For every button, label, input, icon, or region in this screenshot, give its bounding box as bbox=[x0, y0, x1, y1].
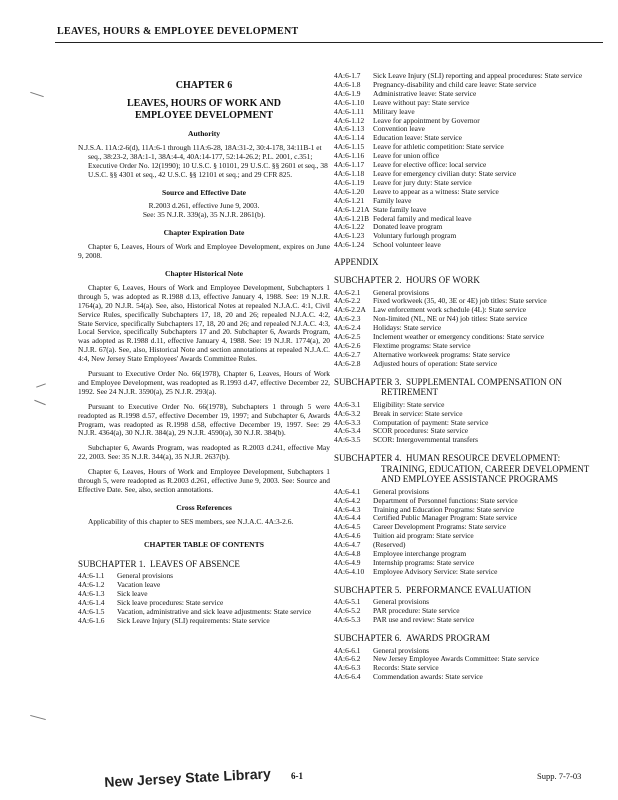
section-number: 4A:6-1.15 bbox=[334, 142, 365, 152]
appendix-link[interactable]: APPENDIX bbox=[334, 257, 379, 268]
toc-entry[interactable] bbox=[334, 616, 604, 625]
section-title: Family leave bbox=[373, 195, 412, 205]
section-number: 4A:6-6.3 bbox=[334, 663, 361, 673]
section-number: 4A:6-2.6 bbox=[334, 340, 361, 350]
section-number: 4A:6-1.21A bbox=[334, 204, 370, 214]
section-number: 4A:6-4.3 bbox=[334, 504, 361, 514]
section-number: 4A:6-1.22 bbox=[334, 222, 365, 232]
section-number: 4A:6-5.3 bbox=[334, 615, 361, 625]
section-number: 4A:6-1.13 bbox=[334, 124, 365, 134]
section-number: 4A:6-1.9 bbox=[334, 88, 361, 98]
subchapter-title: LEAVES OF ABSENCE bbox=[150, 558, 240, 569]
history-paragraph: Pursuant to Executive Order No. 66(1978), Chapter 6, Leaves, Hours of Work and Employee Development, was readopted as R.1993 d.47, effective December 22, 1992. See 24 N.J.R. 3590(a), 25 N.J.R. 293(a). bbox=[78, 369, 330, 396]
section-title: Pregnancy-disability and child care leave: State service bbox=[373, 79, 537, 89]
section-title: Fixed workweek (35, 40, 3E or 4E) job titles: State service bbox=[373, 296, 547, 306]
section-title: Voluntary furlough program bbox=[373, 231, 457, 241]
section-title: Department of Personnel functions: State service bbox=[373, 495, 518, 505]
section-number: 4A:6-4.5 bbox=[334, 522, 361, 532]
section-number: 4A:6-3.1 bbox=[334, 399, 361, 409]
section-title: Administrative leave: State service bbox=[373, 88, 477, 98]
source-line-1: R.2003 d.261, effective June 9, 2003. bbox=[148, 201, 260, 211]
section-title: Employee Advisory Service: State service bbox=[373, 566, 498, 576]
subchapter-title: HOURS OF WORK bbox=[406, 275, 480, 286]
subchapter-4-heading bbox=[334, 453, 604, 485]
section-title: General provisions bbox=[373, 597, 430, 607]
section-title: Break in service: State service bbox=[373, 408, 463, 418]
subchapter-title: AWARDS PROGRAM bbox=[406, 633, 491, 643]
section-number: 4A:6-1.5 bbox=[78, 606, 105, 616]
margin-mark bbox=[34, 400, 46, 405]
section-number: 4A:6-4.4 bbox=[334, 513, 361, 523]
history-paragraph: Chapter 6, Leaves, Hours of Work and Employee Development, Subchapters 1 through 5, were readopted as R.2003 d.261, effective June 9, 2003. See: Source and Effective Date. See, also, section annotations. bbox=[78, 467, 330, 494]
section-number: 4A:6-2.3 bbox=[334, 314, 361, 324]
chapter-title-line-2: EMPLOYEE DEVELOPMENT bbox=[134, 109, 274, 121]
authority-text: N.J.S.A. 11A:2-6(d), 11A:6-1 through 11A:6-28, 18A:31-2, 30:4-178, 34:11B-1 et seq., 38:23-2, 38A:1-1, 38A:4-4, 40A:14-177, 52:14-26.2; P.L. 2001, c.351; Executive Order No. 12(1990); 10 U.S.C. § 10101, 29 U.S.C. §§ 2601 et seq., 38 U.S.C. §§ 4301 et seq., 42 U.S.C. §§ 12101 et seq.; and 29 CFR 825. bbox=[78, 142, 328, 179]
section-number: 4A:6-1.2 bbox=[78, 580, 105, 590]
section-number: 4A:6-4.6 bbox=[334, 531, 361, 541]
margin-mark bbox=[30, 92, 44, 97]
history-paragraph: Chapter 6, Leaves, Hours of Work and Employee Development, Subchapters 1 through 5, was adopted as R.1988 d.13, effective January 4, 1988. See: 19 N.J.R. 1764(a), 20 N.J.R. 54(a). See, also, Historical Notes at repealed N.J.A.C. 4:1, Civil Service Rules, specifically Subchapters 17, 18, 20 and 26; repealed N.J.A.C. 4:2, State Service, specifically Subchapters 17, 18, 20 and 26; and repealed N.J.A.C. 4:3, Local Service, specifically Subchapters 17 and 20. Subchapter 6, Awards Program, was adopted as R.1988 d.11, effective January 4, 1988. See: 19 N.J.R. 1774(a), 20 N.J.R. 67(a). See, also, Historical Note and section annotations at repealed N.J.A.C. 4:4, New Jersey State Employees' Awards Committee Rules. bbox=[78, 282, 330, 364]
section-number: 4A:6-2.2A bbox=[334, 305, 366, 315]
cross-references-text: Applicability of this chapter to SES members, see N.J.A.C. 4A:3-2.6. bbox=[88, 516, 294, 526]
section-title: Sick leave procedures: State service bbox=[117, 597, 224, 607]
section-number: 4A:6-4.9 bbox=[334, 557, 361, 567]
section-title: General provisions bbox=[117, 571, 174, 581]
toc-entry[interactable] bbox=[78, 617, 330, 626]
section-number: 4A:6-1.24 bbox=[334, 240, 365, 250]
expiration-heading: Chapter Expiration Date bbox=[163, 228, 245, 238]
section-title: PAR procedure: State service bbox=[373, 606, 460, 616]
section-title: Vacation, administrative and sick leave adjustments: State service bbox=[117, 606, 312, 616]
toc-entry[interactable] bbox=[78, 581, 330, 590]
expiration-text: Chapter 6, Leaves, Hours of Work and Employee Development, expires on June 9, 2008. bbox=[78, 242, 330, 261]
section-number: 4A:6-1.7 bbox=[334, 71, 361, 80]
toc-entry[interactable] bbox=[78, 572, 330, 581]
section-number: 4A:6-2.5 bbox=[334, 332, 361, 342]
section-title: Sick leave bbox=[117, 588, 148, 598]
section-title: Military leave bbox=[373, 106, 415, 116]
subchapter-6-list bbox=[334, 647, 604, 683]
section-number: 4A:6-1.1 bbox=[78, 571, 105, 581]
subchapter-number: SUBCHAPTER 4. bbox=[334, 453, 402, 464]
source-line-2: See: 35 N.J.R. 339(a), 35 N.J.R. 2861(b). bbox=[142, 210, 266, 220]
section-title: SCOR procedures: State service bbox=[373, 426, 469, 436]
section-number: 4A:6-5.2 bbox=[334, 606, 361, 616]
section-title: Alternative workweek programs: State service bbox=[373, 349, 511, 359]
section-number: 4A:6-1.6 bbox=[78, 615, 105, 625]
section-title: Tuition aid program: State service bbox=[373, 531, 474, 541]
section-number: 4A:6-4.7 bbox=[334, 540, 361, 550]
subchapter-1-heading bbox=[78, 559, 330, 570]
margin-mark bbox=[30, 715, 46, 720]
section-number: 4A:6-4.10 bbox=[334, 566, 365, 576]
section-title: Leave for elective office: local service bbox=[373, 160, 487, 170]
subchapter-5-heading bbox=[334, 585, 604, 596]
section-number: 4A:6-1.3 bbox=[78, 588, 105, 598]
section-title: Commendation awards: State service bbox=[373, 672, 483, 682]
toc-entry[interactable] bbox=[334, 360, 604, 369]
subchapter-6-heading bbox=[334, 633, 604, 644]
section-title: Career Development Programs: State service bbox=[373, 522, 506, 532]
subchapter-number: SUBCHAPTER 3. bbox=[334, 376, 402, 387]
section-title: Vacation leave bbox=[117, 580, 161, 590]
section-title: Federal family and medical leave bbox=[373, 213, 472, 223]
section-title: Adjusted hours of operation: State service bbox=[373, 358, 498, 368]
section-number: 4A:6-6.1 bbox=[334, 645, 361, 655]
subchapter-4-list bbox=[334, 488, 604, 577]
section-number: 4A:6-1.4 bbox=[78, 597, 105, 607]
subchapter-3-heading bbox=[334, 377, 604, 398]
authority-heading: Authority bbox=[187, 129, 221, 138]
chapter-title-line-1: LEAVES, HOURS OF WORK AND bbox=[126, 98, 281, 109]
section-title: Leave for emergency civilian duty: State service bbox=[373, 168, 517, 178]
section-number: 4A:6-4.8 bbox=[334, 549, 361, 559]
section-number: 4A:6-2.8 bbox=[334, 358, 361, 368]
section-title: PAR use and review: State service bbox=[373, 615, 475, 625]
section-number: 4A:6-1.21 bbox=[334, 195, 365, 205]
section-number: 4A:6-2.2 bbox=[334, 296, 361, 306]
section-number: 4A:6-3.5 bbox=[334, 435, 361, 445]
section-number: 4A:6-1.11 bbox=[334, 106, 364, 116]
subchapter-1-list bbox=[78, 572, 330, 625]
section-number: 4A:6-3.3 bbox=[334, 417, 361, 427]
section-title: Convention leave bbox=[373, 124, 425, 134]
section-number: 4A:6-6.2 bbox=[334, 654, 361, 664]
subchapter-title: SUPPLEMENTAL COMPENSATION ON RETIREMENT bbox=[381, 376, 562, 398]
section-title: Education leave: State service bbox=[373, 133, 462, 143]
section-title: Records: State service bbox=[373, 663, 439, 673]
section-number: 4A:6-1.8 bbox=[334, 79, 361, 89]
section-number: 4A:6-1.17 bbox=[334, 160, 365, 170]
supplement-date: Supp. 7-7-03 bbox=[537, 771, 582, 781]
subchapter-number: SUBCHAPTER 5. bbox=[334, 584, 402, 595]
section-title: Flextime programs: State service bbox=[373, 340, 471, 350]
section-title: General provisions bbox=[373, 486, 430, 496]
section-title: Leave for athletic competition: State service bbox=[373, 142, 504, 152]
history-paragraph: Subchapter 6, Awards Program, was readopted as R.2003 d.241, effective May 22, 2003. See: 35 N.J.R. 344(a), 35 N.J.R. 2637(b). bbox=[78, 443, 330, 462]
subchapter-number: SUBCHAPTER 2. bbox=[334, 275, 402, 286]
history-paragraph: Pursuant to Executive Order No. 66(1978), Subchapters 1 through 5 were readopted as R.1998 d.57, effective December 19, 1997; and Subchapter 6, Awards Program, was readopted as R.1998 d.58, effective December 19, 1997. See: 29 N.J.R. 4364(a), 30 N.J.R. 384(a), 29 N.J.R. 4590(a), 30 N.J.R. 384(b). bbox=[78, 401, 330, 438]
chapter-number: CHAPTER 6 bbox=[175, 80, 233, 91]
section-title: Certified Public Manager Program: State service bbox=[373, 513, 517, 523]
library-stamp: New Jersey State Library bbox=[104, 765, 272, 790]
toc-entry[interactable] bbox=[334, 436, 604, 445]
section-title: Non-limited (NL, NE or N4) job titles: State service bbox=[373, 314, 528, 324]
section-number: 4A:6-5.1 bbox=[334, 597, 361, 607]
toc-entry[interactable] bbox=[334, 673, 604, 682]
running-header: LEAVES, HOURS & EMPLOYEE DEVELOPMENT bbox=[57, 26, 299, 37]
section-number: 4A:6-2.7 bbox=[334, 349, 361, 359]
section-title: Leave for union office bbox=[373, 151, 440, 161]
section-number: 4A:6-4.1 bbox=[334, 486, 361, 496]
section-title: Employee interchange program bbox=[373, 549, 467, 559]
section-number: 4A:6-3.2 bbox=[334, 408, 361, 418]
section-title: School volunteer leave bbox=[373, 240, 441, 250]
subchapter-title: HUMAN RESOURCE DEVELOPMENT: TRAINING, EDUCATION, CAREER DEVELOPMENT AND EMPLOYEE ASSISTANCE PROGRAMS bbox=[381, 453, 590, 485]
subchapter-1-list-continued bbox=[334, 72, 604, 250]
section-title: Donated leave program bbox=[373, 222, 443, 232]
cross-references-heading: Cross References bbox=[176, 502, 232, 512]
subchapter-3-list bbox=[334, 401, 604, 446]
section-title: Law enforcement work schedule (4L): State service bbox=[373, 305, 527, 315]
section-title: Eligibility: State service bbox=[373, 399, 445, 409]
section-title: Holidays: State service bbox=[373, 323, 442, 333]
section-title: Sick Leave Injury (SLI) requirements: State service bbox=[117, 615, 270, 625]
section-number: 4A:6-1.18 bbox=[334, 168, 365, 178]
section-title: Leave to appear as a witness: State service bbox=[373, 186, 499, 196]
section-title: SCOR: Intergovernmental transfers bbox=[373, 435, 478, 445]
toc-entry[interactable] bbox=[334, 568, 604, 577]
section-title: General provisions bbox=[373, 645, 430, 655]
chapter-title bbox=[78, 98, 330, 121]
subchapter-number: SUBCHAPTER 1. bbox=[78, 558, 146, 569]
section-title: Inclement weather or emergency conditions: State service bbox=[373, 332, 545, 342]
toc-entry[interactable] bbox=[334, 241, 604, 250]
section-title: New Jersey Employee Awards Committee: State service bbox=[373, 654, 539, 664]
toc-heading: CHAPTER TABLE OF CONTENTS bbox=[144, 539, 264, 549]
margin-mark bbox=[36, 383, 46, 387]
history-heading: Chapter Historical Note bbox=[165, 268, 243, 278]
section-number: 4A:6-3.4 bbox=[334, 426, 361, 436]
section-number: 4A:6-6.4 bbox=[334, 672, 361, 682]
section-number: 4A:6-1.21B bbox=[334, 213, 370, 223]
subchapter-2-heading bbox=[334, 275, 604, 286]
page-number: 6-1 bbox=[291, 771, 303, 781]
section-number: 4A:6-2.4 bbox=[334, 323, 361, 333]
section-number: 4A:6-1.20 bbox=[334, 186, 365, 196]
section-title: General provisions bbox=[373, 287, 430, 297]
subchapter-2-list bbox=[334, 289, 604, 369]
section-title: (Reserved) bbox=[373, 540, 406, 550]
section-title: Sick Leave Injury (SLI) reporting and appeal procedures: State service bbox=[373, 71, 583, 80]
section-title: Leave for appointment by Governor bbox=[373, 115, 480, 125]
section-number: 4A:6-1.16 bbox=[334, 151, 365, 161]
section-title: Training and Education Programs: State service bbox=[373, 504, 515, 514]
section-title: Internship programs: State service bbox=[373, 557, 475, 567]
section-number: 4A:6-4.2 bbox=[334, 495, 361, 505]
section-title: State family leave bbox=[373, 204, 427, 214]
right-column bbox=[334, 72, 604, 682]
source-heading: Source and Effective Date bbox=[161, 187, 246, 197]
subchapter-5-list bbox=[334, 598, 604, 625]
subchapter-number: SUBCHAPTER 6. bbox=[334, 633, 402, 643]
left-column bbox=[78, 80, 330, 626]
section-number: 4A:6-1.10 bbox=[334, 97, 365, 107]
section-title: Leave without pay: State service bbox=[373, 97, 470, 107]
section-number: 4A:6-1.19 bbox=[334, 177, 365, 187]
section-number: 4A:6-1.23 bbox=[334, 231, 365, 241]
section-title: Computation of payment: State service bbox=[373, 417, 489, 427]
section-title: Leave for jury duty: State service bbox=[373, 177, 472, 187]
header-rule bbox=[55, 42, 603, 43]
section-number: 4A:6-1.14 bbox=[334, 133, 365, 143]
section-number: 4A:6-2.1 bbox=[334, 287, 361, 297]
subchapter-title: PERFORMANCE EVALUATION bbox=[406, 584, 532, 595]
section-number: 4A:6-1.12 bbox=[334, 115, 365, 125]
